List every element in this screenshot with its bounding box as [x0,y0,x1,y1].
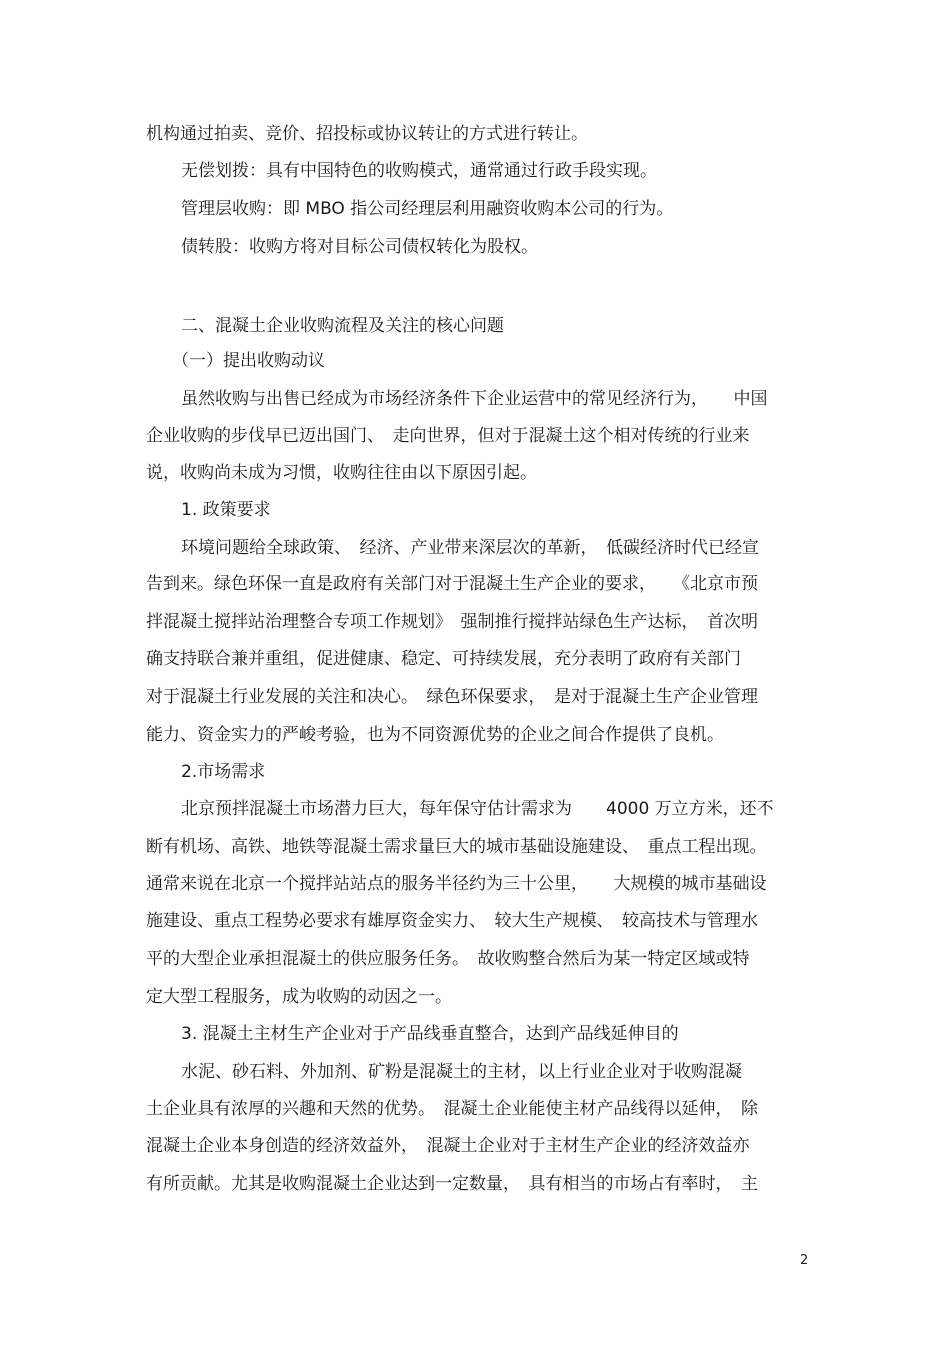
text-line: 债转股：收购方将对目标公司债权转化为股权。 [181,237,538,257]
text-line: 有所贡献。尤其是收购混凝土企业达到一定数量， 具有相当的市场占有率时， 主 [146,1174,758,1194]
text-line: 北京预拌混凝土市场潜力巨大，每年保守估计需求为 4000 万立方米，还不 [181,799,774,819]
text-line: 无偿划拨：具有中国特色的收购模式，通常通过行政手段实现。 [181,161,657,181]
text-line: 通常来说在北京一个搅拌站站点的服务半径约为三十公里， 大规模的城市基础设 [146,874,767,894]
text-line: 说，收购尚未成为习惯，收购往往由以下原因引起。 [146,463,537,483]
text-line: 拌混凝土搅拌站治理整合专项工作规划》 强制推行搅拌站绿色生产达标， 首次明 [146,612,758,632]
text-line: 企业收购的步伐早已迈出国门、 走向世界，但对于混凝土这个相对传统的行业来 [146,426,750,446]
text-line: 能力、资金实力的严峻考验，也为不同资源优势的企业之间合作提供了良机。 [146,725,724,745]
text-line: 告到来。绿色环保一直是政府有关部门对于混凝土生产企业的要求， 《北京市预 [146,574,758,594]
text-line: 虽然收购与出售已经成为市场经济条件下企业运营中的常见经济行为， 中国 [181,389,768,409]
text-line: 混凝土企业本身创造的经济效益外， 混凝土企业对于主材生产企业的经济效益亦 [146,1136,750,1156]
text-line: 对于混凝土行业发展的关注和决心。 绿色环保要求， 是对于混凝土生产企业管理 [146,687,758,707]
item-heading: 1. 政策要求 [181,500,271,520]
text-line: 确支持联合兼并重组，促进健康、稳定、可持续发展，充分表明了政府有关部门 [146,649,741,669]
text-line: 施建设、重点工程势必要求有雄厚资金实力、 较大生产规模、 较高技术与管理水 [146,911,758,931]
text-line: 环境问题给全球政策、 经济、产业带来深层次的革新， 低碳经济时代已经宣 [181,538,759,558]
text-line: 机构通过拍卖、竞价、招投标或协议转让的方式进行转让。 [146,124,588,144]
page-number: 2 [800,1253,809,1268]
text-line: 水泥、砂石料、外加剂、矿粉是混凝土的主材，以上行业企业对于收购混凝 [181,1062,742,1082]
text-line: 断有机场、高铁、地铁等混凝土需求量巨大的城市基础设施建设、 重点工程出现。 [146,837,767,857]
item-heading: 2.市场需求 [181,762,266,782]
text-line: 定大型工程服务，成为收购的动因之一。 [146,987,452,1007]
text-line: 土企业具有浓厚的兴趣和天然的优势。 混凝土企业能使主材产品线得以延伸， 除 [146,1099,758,1119]
subsection-heading: （一）提出收购动议 [172,351,325,371]
text-line: 管理层收购：即 MBO 指公司经理层利用融资收购本公司的行为。 [181,199,674,219]
item-heading: 3. 混凝土主材生产企业对于产品线垂直整合，达到产品线延伸目的 [181,1024,679,1044]
section-heading: 二、混凝土企业收购流程及关注的核心问题 [181,316,504,336]
text-line: 平的大型企业承担混凝土的供应服务任务。 故收购整合然后为某一特定区域或特 [146,949,750,969]
